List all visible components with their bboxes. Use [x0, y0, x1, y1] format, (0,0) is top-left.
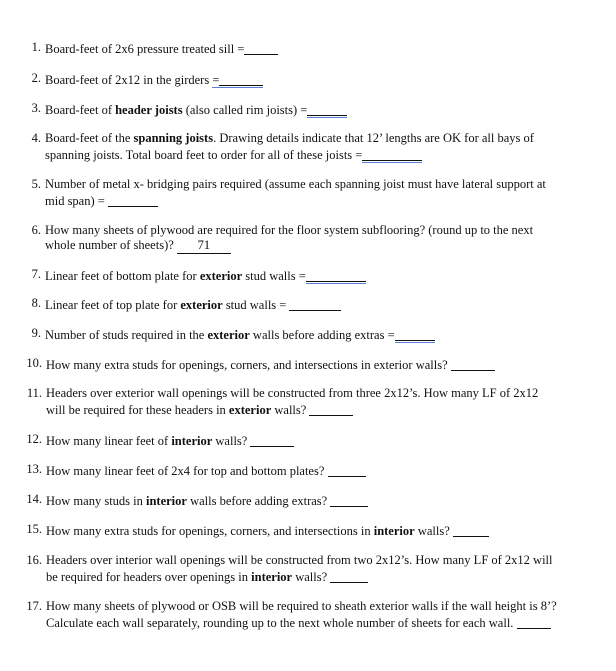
answer-blank[interactable]: [307, 103, 347, 116]
answer-blank[interactable]: [328, 464, 366, 477]
question-13: [20, 462, 586, 479]
question-emphasis: spanning joists: [133, 131, 214, 145]
question-text: Board-feet of 2x6 pressure treated sill =: [45, 42, 245, 56]
question-text-end: walls before adding extras =: [249, 328, 395, 342]
answer-blank[interactable]: [289, 298, 341, 311]
question-emphasis: interior: [373, 524, 415, 538]
question-number: 14.: [26, 492, 42, 506]
question-text: Headers over interior wall openings will be constructed from two 2x12’s. How many LF of 2x12 will: [46, 553, 553, 567]
question-emphasis: interior: [171, 434, 213, 448]
question-text-line2: whole number of sheets)?: [45, 238, 174, 252]
question-text: Linear feet of top plate for: [45, 298, 181, 312]
question-9: [20, 326, 586, 343]
question-number: 1.: [31, 40, 41, 54]
answer-blank[interactable]: [306, 269, 366, 282]
question-text-end: . Drawing details indicate that 12’ lengths are OK for all bays of: [213, 131, 534, 145]
question-7: [20, 267, 586, 284]
question-text: How many extra studs for openings, corners, and intersections in exterior walls?: [46, 358, 448, 372]
question-number: 6.: [31, 223, 41, 237]
question-12: [20, 432, 586, 449]
answer-blank[interactable]: [244, 42, 278, 55]
question-text-end: (also called rim joists) =: [182, 103, 308, 117]
question-3: [20, 101, 586, 118]
question-4: [20, 131, 586, 163]
question-text-end: walls?: [292, 570, 328, 584]
answer-blank[interactable]: [330, 570, 368, 583]
question-number: 16.: [26, 553, 42, 567]
answer-blank[interactable]: [453, 524, 489, 537]
question-text-line2: will be required for these headers in: [46, 403, 229, 417]
question-14: [20, 492, 586, 509]
question-text-end: walls before adding extras?: [186, 494, 328, 508]
question-5: [20, 177, 586, 209]
question-text: How many sheets of plywood are required for the floor system subflooring? (round up to the next: [45, 223, 534, 237]
answer-blank[interactable]: [108, 194, 158, 207]
question-emphasis: interior: [251, 570, 293, 584]
question-text-line2: mid span) =: [45, 194, 105, 208]
question-text-line2: be required for headers over openings in: [46, 570, 252, 584]
answer-value[interactable]: 71: [177, 238, 231, 254]
question-text-line2: spanning joists. Total board feet to order for all of these joists =: [45, 148, 363, 162]
question-text: Board-feet of the: [45, 131, 134, 145]
question-emphasis: exterior: [207, 328, 250, 342]
answer-blank[interactable]: [309, 403, 353, 416]
question-emphasis: interior: [146, 494, 187, 508]
question-text: Number of studs required in the: [45, 328, 208, 342]
question-text: Number of metal x- bridging pairs required (assume each spanning joist must have lateral support at: [45, 177, 546, 191]
question-2: [20, 71, 586, 88]
question-number: 17.: [26, 599, 42, 613]
question-number: 2.: [31, 71, 41, 85]
question-number: 12.: [26, 432, 42, 446]
question-number: 9.: [31, 326, 41, 340]
question-number: 4.: [31, 131, 41, 145]
question-text: How many linear feet of: [46, 434, 172, 448]
question-number: 8.: [31, 296, 41, 310]
question-number: 11.: [26, 386, 42, 400]
question-10: [20, 356, 586, 373]
question-text: How many linear feet of 2x4 for top and bottom plates?: [46, 464, 325, 478]
question-11: [20, 386, 586, 418]
question-number: 5.: [31, 177, 41, 191]
answer-blank[interactable]: [250, 434, 294, 447]
question-emphasis: header joists: [115, 103, 183, 117]
question-text: Board-feet of 2x12 in the girders: [45, 73, 210, 87]
question-emphasis: exterior: [199, 269, 243, 283]
question-16: [20, 553, 586, 585]
question-text-end: stud walls =: [242, 269, 306, 283]
question-emphasis: exterior: [228, 403, 272, 417]
answer-blank[interactable]: [330, 494, 368, 507]
question-text-end: walls?: [212, 434, 248, 448]
answer-blank[interactable]: [517, 616, 551, 629]
question-number: 15.: [26, 522, 42, 536]
question-number: 3.: [31, 101, 41, 115]
answer-blank[interactable]: [362, 148, 422, 161]
question-number: 10.: [26, 356, 42, 370]
question-6: [20, 223, 586, 254]
answer-blank[interactable]: [219, 73, 263, 86]
question-text: How many sheets of plywood or OSB will be required to sheath exterior walls if the wall height is 8’?: [46, 599, 557, 613]
question-text: Linear feet of bottom plate for: [45, 269, 200, 283]
question-text: Headers over exterior wall openings will be constructed from three 2x12’s. How many LF of 2x12: [46, 386, 539, 400]
question-8: [20, 296, 586, 313]
question-number: 13.: [26, 462, 42, 476]
question-text-end: walls?: [271, 403, 307, 417]
question-number: 7.: [31, 267, 41, 281]
question-text-line2: Calculate each wall separately, rounding up to the next whole number of sheets for each wall.: [46, 616, 514, 630]
question-15: [20, 522, 586, 539]
question-17: [20, 599, 586, 631]
question-emphasis: exterior: [180, 298, 223, 312]
question-text-end: walls?: [414, 524, 450, 538]
question-1: [20, 40, 586, 57]
question-text: How many studs in: [46, 494, 146, 508]
equals-sign: =: [212, 73, 220, 87]
question-text: How many extra studs for openings, corners, and intersections in: [46, 524, 374, 538]
answer-blank[interactable]: [451, 358, 495, 371]
question-text: Board-feet of: [45, 103, 116, 117]
answer-blank[interactable]: [395, 328, 435, 341]
question-text-end: stud walls =: [222, 298, 287, 312]
